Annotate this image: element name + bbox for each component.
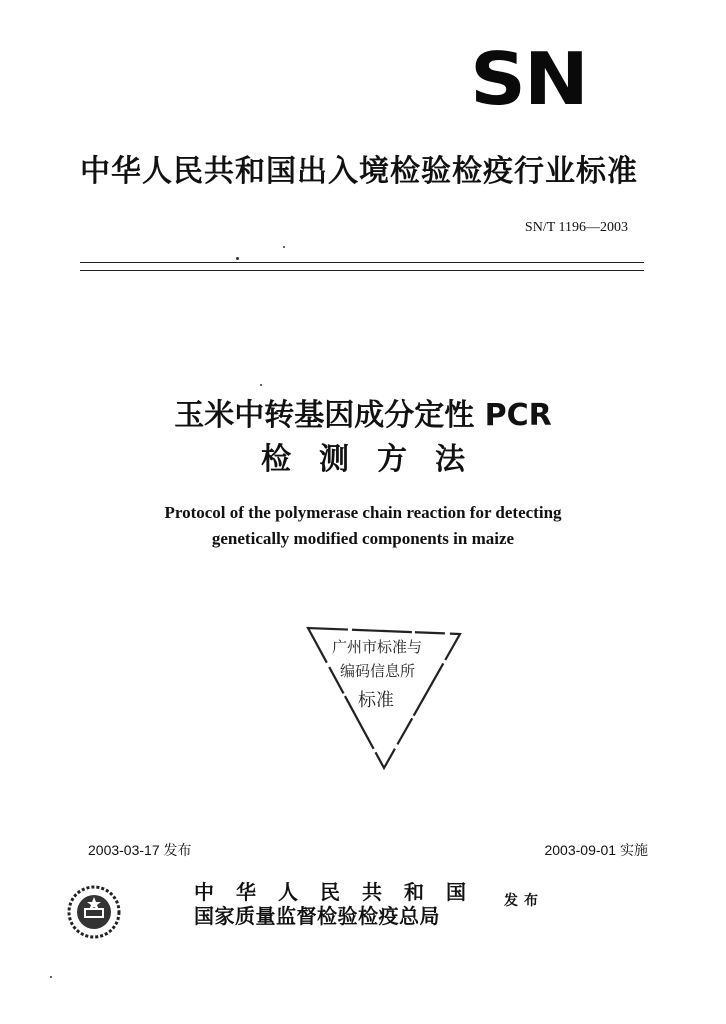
- document-title-en-line2: genetically modified components in maize: [211, 529, 515, 548]
- header-rule-top: [80, 262, 644, 263]
- scan-speck: [236, 257, 239, 260]
- scan-speck: [50, 976, 52, 978]
- document-title-en-line1: Protocol of the polymerase chain reaction for detecting: [164, 503, 562, 522]
- publisher-line2: 国家质量监督检验检疫总局: [194, 904, 440, 928]
- document-title-cn-line2: 检测方法: [261, 442, 493, 477]
- header-rule-bottom: [80, 270, 644, 271]
- national-emblem-icon: [66, 884, 122, 940]
- publish-label: 发布: [504, 893, 544, 909]
- issue-date: 2003-03-17 发布: [88, 842, 192, 858]
- stamp-text-line2: 编码信息所: [340, 662, 416, 680]
- stamp-text-line3: 标准: [358, 690, 394, 711]
- sn-logo: SN: [470, 37, 587, 121]
- standard-category-title: 中华人民共和国出入境检验检疫行业标准: [80, 154, 638, 189]
- stamp-text-line1: 广州市标准与: [332, 638, 423, 656]
- implementation-date: 2003-09-01 实施: [544, 842, 648, 858]
- document-title-cn-line1: 玉米中转基因成分定性 PCR: [174, 398, 552, 433]
- library-stamp: [300, 620, 470, 770]
- scan-speck: [260, 384, 262, 386]
- standard-number: SN/T 1196—2003: [524, 220, 628, 235]
- publisher-line1: 中华人民共和国: [194, 880, 488, 904]
- scan-speck: [283, 246, 285, 248]
